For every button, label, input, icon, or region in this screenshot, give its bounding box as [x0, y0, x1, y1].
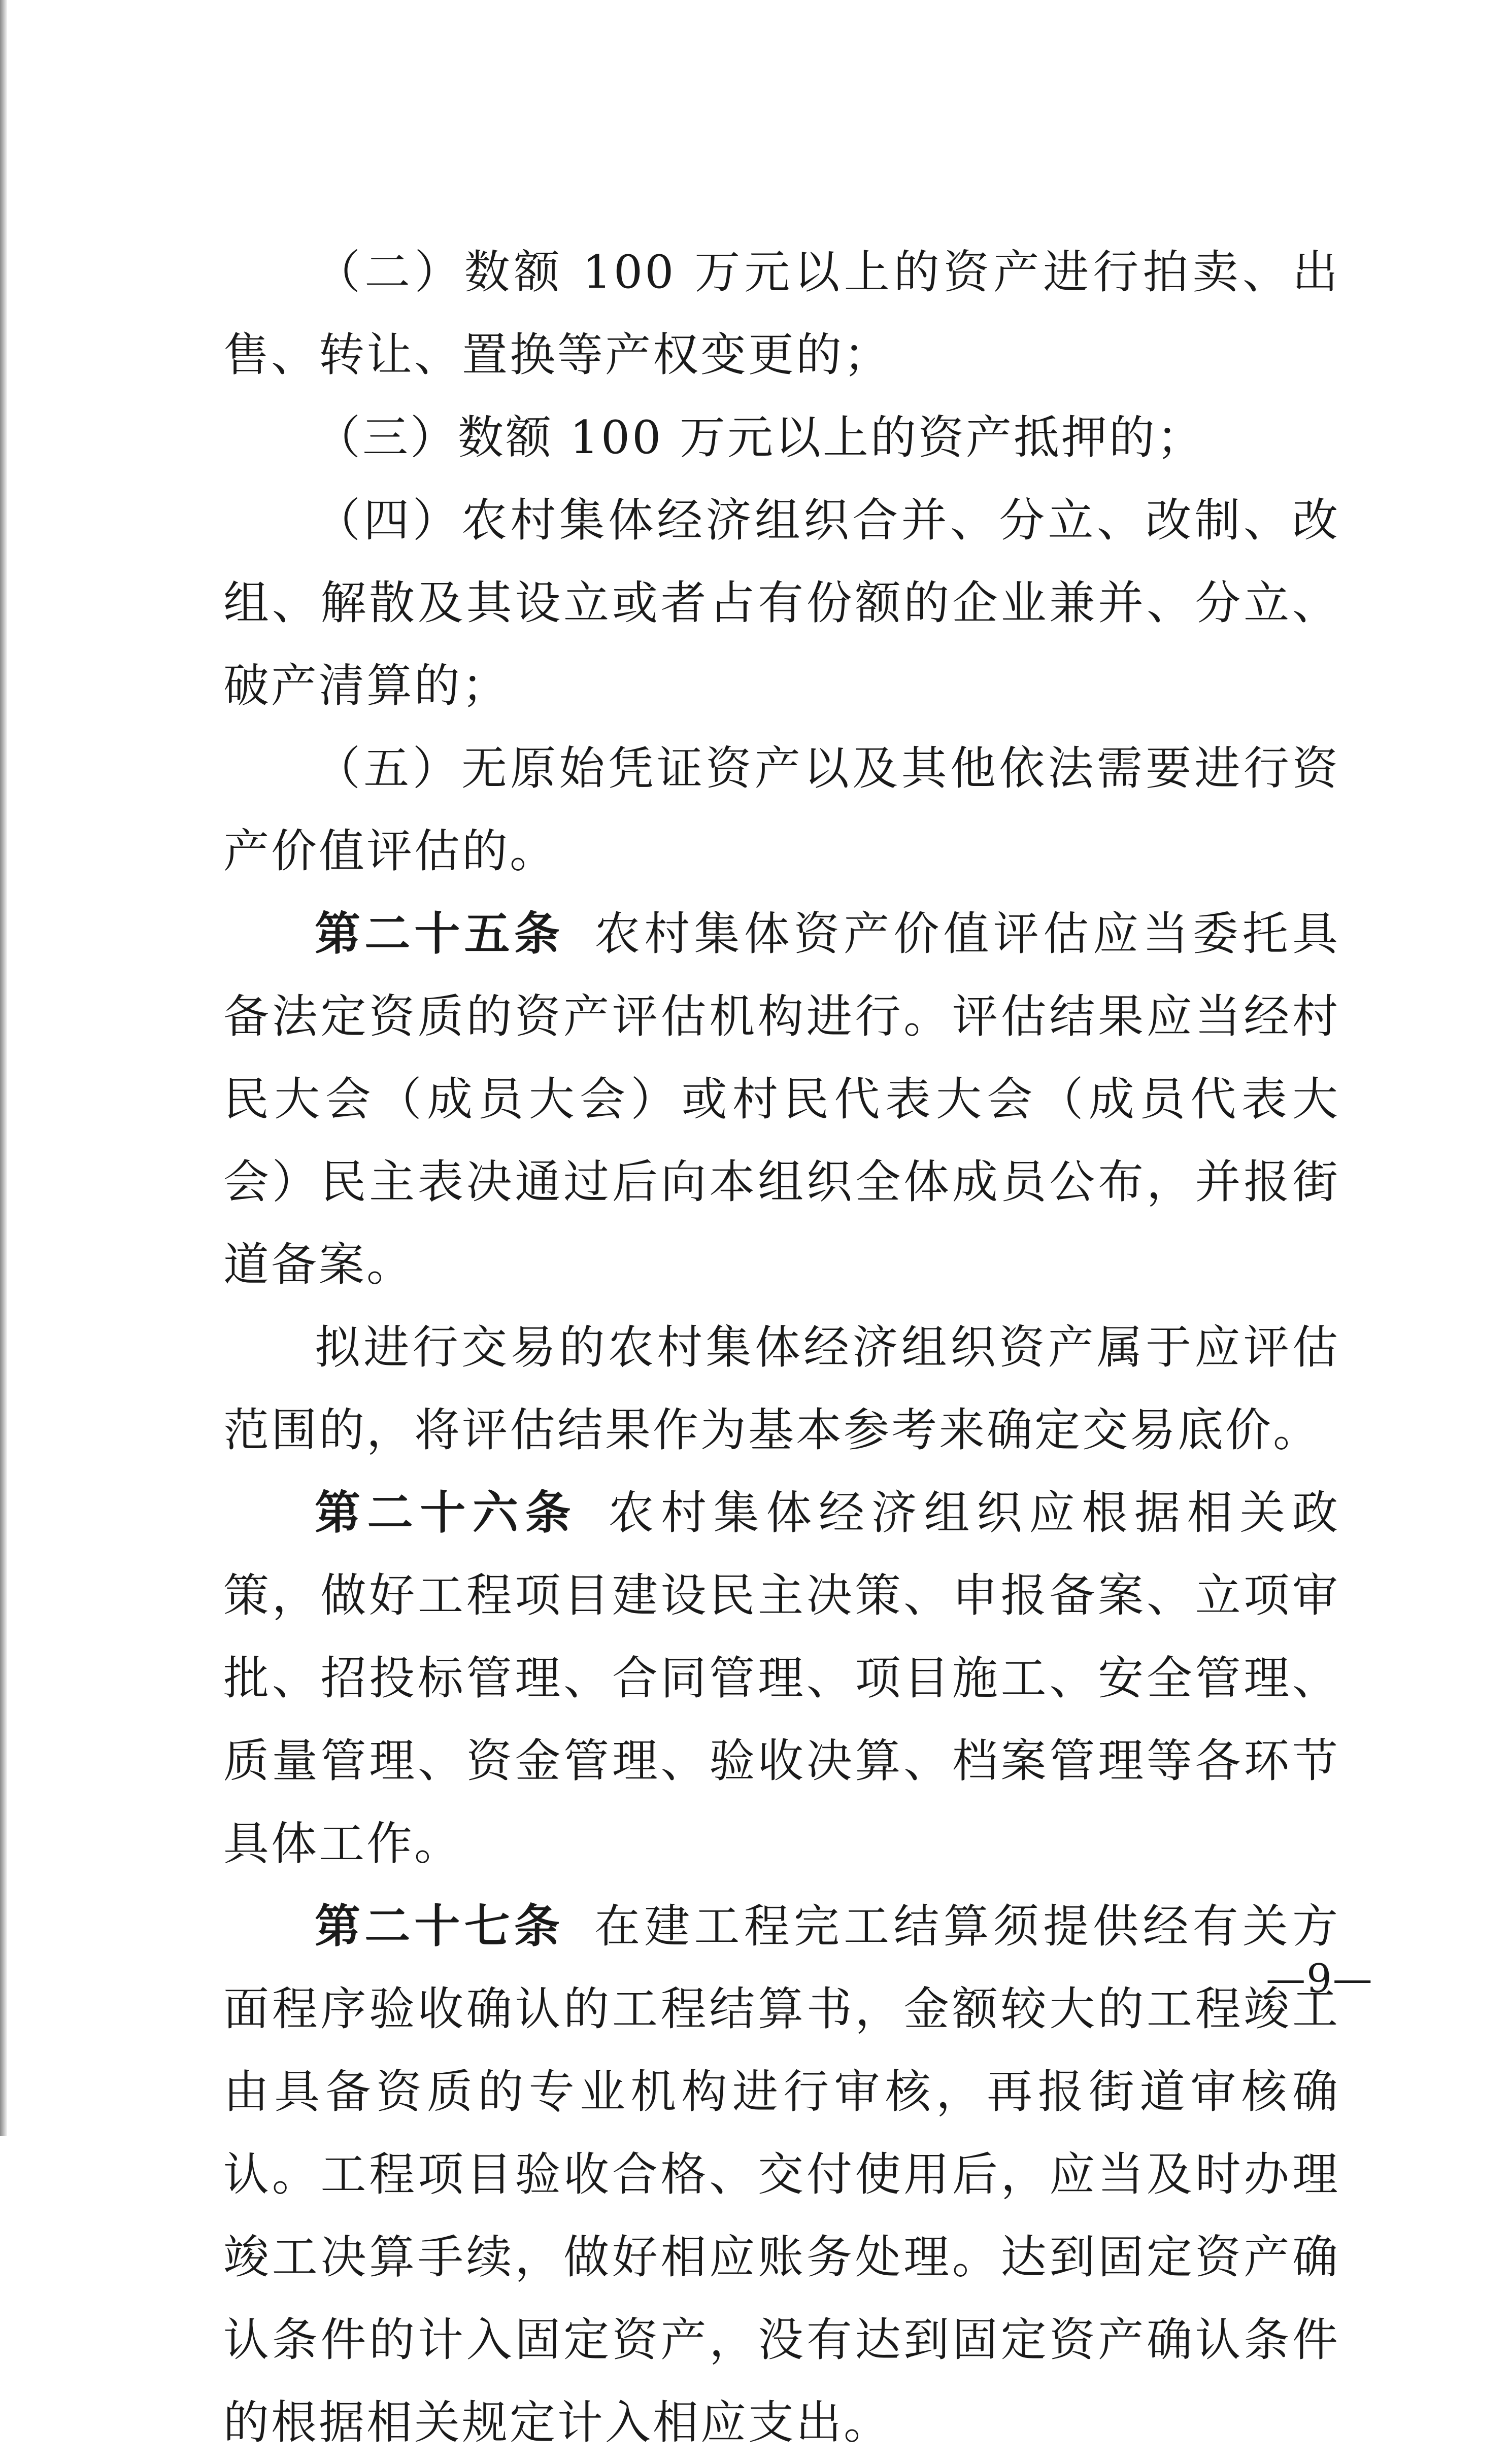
- paragraph-text: 拟进行交易的农村集体经济组织资产属于应评估范围的，将评估结果作为基本参考来确定交易底价。: [223, 1321, 1340, 1457]
- paragraph-item-5: [223, 727, 1340, 893]
- article-text: 农村集体经济组织应根据相关政策，做好工程项目建设民主决策、申报备案、立项审批、招投标管理、合同管理、项目施工、安全管理、质量管理、资金管理、验收决算、档案管理等各环节具体工作。: [223, 1486, 1340, 1870]
- article-heading: 第二十五条: [315, 907, 564, 961]
- page-number: —9—: [1266, 1956, 1373, 2002]
- article-text: 在建工程完工结算须提供经有关方面程序验收确认的工程结算书，金额较大的工程竣工由具备资质的专业机构进行审核，再报街道审核确认。工程项目验收合格、交付使用后，应当及时办理竣工决算手续，做好相应账务处理。达到固定资产确认条件的计入固定资产，没有达到固定资产确认条件的根据相关规定计入相应支出。: [223, 1900, 1340, 2449]
- paragraph-text: （二）数额 100 万元以上的资产进行拍卖、出售、转让、置换等产权变更的；: [223, 246, 1340, 382]
- scan-edge: [0, 0, 7, 2136]
- document-body: [223, 231, 1340, 2464]
- article-27: [223, 1885, 1340, 2464]
- article-25-paragraph-2: [223, 1306, 1340, 1471]
- article-text: 农村集体资产价值评估应当委托具备法定资质的资产评估机构进行。评估结果应当经村民大会（成员大会）或村民代表大会（成员代表大会）民主表决通过后向本组织全体成员公布，并报街道备案。: [223, 907, 1340, 1291]
- paragraph-text: （三）数额 100 万元以上的资产抵押的；: [315, 411, 1204, 464]
- article-25: [223, 893, 1340, 1306]
- paragraph-item-4: [223, 479, 1340, 727]
- article-heading: 第二十六条: [315, 1486, 578, 1539]
- article-heading: 第二十七条: [315, 1899, 564, 1953]
- article-26: [223, 1471, 1340, 1885]
- paragraph-text: （四）农村集体经济组织合并、分立、改制、改组、解散及其设立或者占有份额的企业兼并、分立、破产清算的；: [223, 494, 1340, 712]
- paragraph-text: （五）无原始凭证资产以及其他依法需要进行资产价值评估的。: [223, 742, 1340, 878]
- paragraph-item-3: [223, 396, 1340, 479]
- paragraph-item-2: [223, 231, 1340, 396]
